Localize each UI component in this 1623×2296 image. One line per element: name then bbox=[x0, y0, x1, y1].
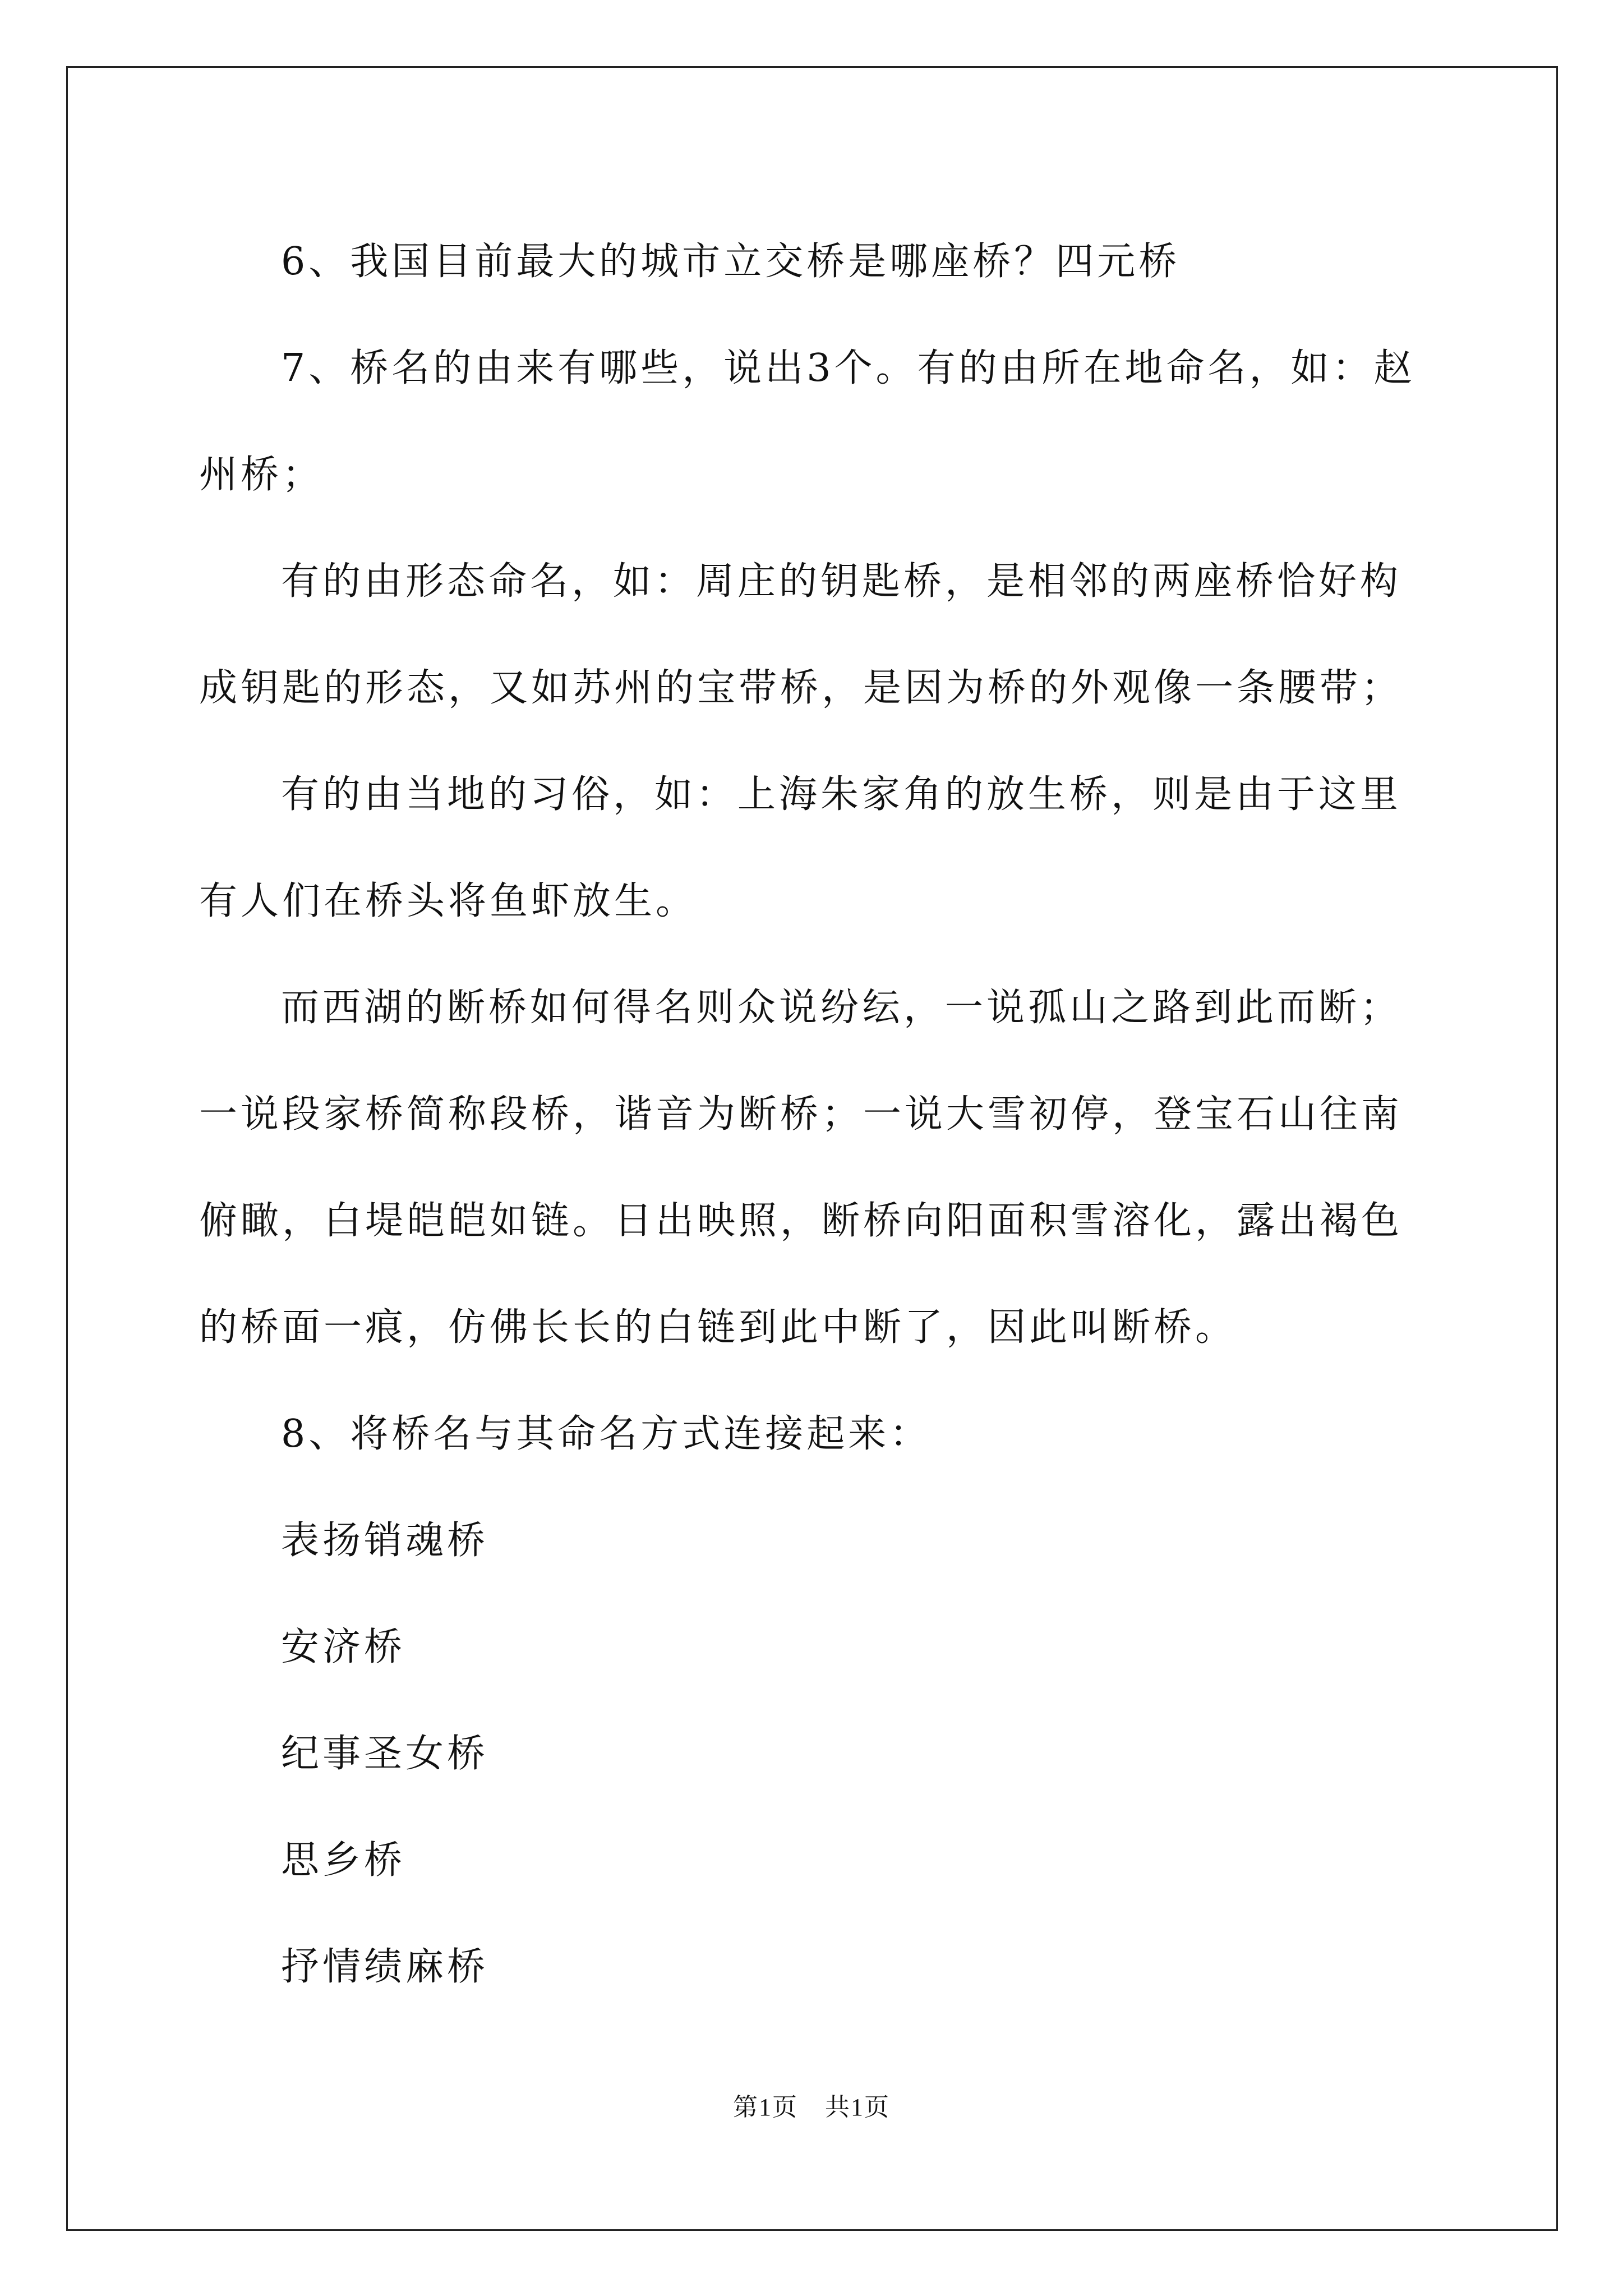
paragraph-shape-naming: 有的由形态命名，如：周庄的钥匙桥，是相邻的两座桥恰好构成钥匙的形态，又如苏州的宝带桥，是因为桥的外观像一条腰带； bbox=[199, 559, 1403, 710]
page-total: 共1页 bbox=[825, 2093, 890, 2121]
paragraph-q6: 6、我国目前最大的城市立交桥是哪座桥？四元桥 bbox=[281, 240, 1181, 284]
paragraph-broken-bridge: 而西湖的断桥如何得名则众说纷纭，一说孤山之路到此而断；一说段家桥简称段桥，谐音为断桥；一说大雪初停，登宝石山往南俯瞰，白堤皑皑如链。日出映照，断桥向阳面积雪溶化，露出褐色的桥面一痕，仿佛长长的白链到此中断了，因此叫断桥。 bbox=[199, 986, 1403, 1350]
list-item: 安济桥 bbox=[281, 1625, 406, 1669]
document-body bbox=[199, 209, 1438, 2021]
page-footer bbox=[0, 2087, 1623, 2123]
paragraph-q8: 8、将桥名与其命名方式连接起来： bbox=[281, 1412, 932, 1456]
list-item: 抒情绩麻桥 bbox=[281, 1945, 489, 1989]
paragraph-q7: 7、桥名的由来有哪些，说出3个。有的由所在地命名，如：赵州桥； bbox=[199, 346, 1415, 497]
list-item: 思乡桥 bbox=[281, 1838, 406, 1883]
list-item: 表扬销魂桥 bbox=[281, 1519, 489, 1563]
page-number: 第1页 bbox=[733, 2093, 798, 2121]
paragraph-custom-naming: 有的由当地的习俗，如：上海朱家角的放生桥，则是由于这里有人们在桥头将鱼虾放生。 bbox=[199, 772, 1402, 923]
list-item: 纪事圣女桥 bbox=[281, 1732, 489, 1776]
